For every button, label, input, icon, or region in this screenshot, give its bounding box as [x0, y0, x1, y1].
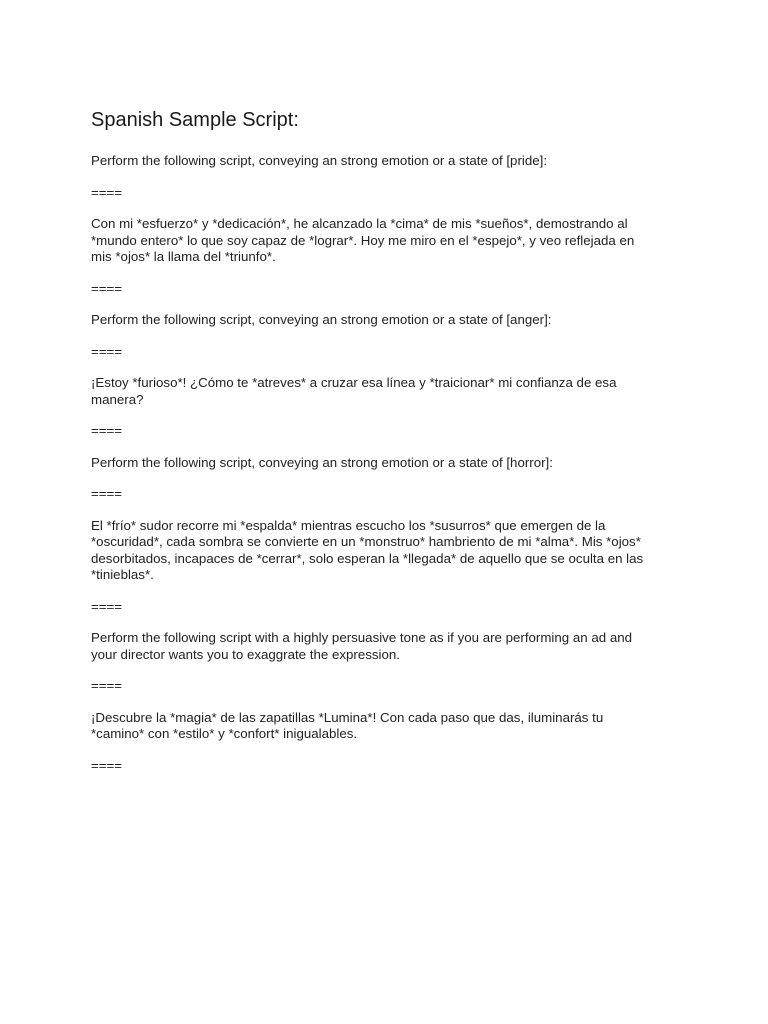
script-anger: ¡Estoy *furioso*! ¿Cómo te *atreves* a cruzar esa línea y *traicionar* mi confianza de esa manera? — [91, 375, 617, 407]
separator: ==== — [91, 678, 123, 693]
script-persuasive: ¡Descubre la *magia* de las zapatillas *Lumina*! Con cada paso que das, iluminarás tu *camino* con *estilo* y *confort* inigualables. — [91, 709, 604, 741]
separator: ==== — [91, 184, 123, 200]
script-horror: El *frío* sudor recorre mi *espalda* mientras escucho los *susurros* que emergen de la *oscuridad*, cada sombra se convierte en un *monstruo* hambriento de mi *alma*. Mis *ojos* desorbitados, incapaces de *cerrar*, solo esperan la *llegada* de aquello que se oculta en las *tinieblas*. — [91, 517, 644, 582]
script-pride: Con mi *esfuerzo* y *dedicación*, he alcanzado la *cima* de mis *sueños*, demostrando al *mundo entero* lo que soy capaz de *lograr*. Hoy me miro en el *espejo*, y veo reflejada en mis *ojos* la llama del *triunfo*. — [91, 216, 635, 264]
instruction-persuasive: Perform the following script with a highly persuasive tone as if you are performing an ad and your director wants you to exaggrate the expression. — [91, 630, 633, 662]
page-title: Spanish Sample Script: — [91, 109, 299, 131]
instruction-anger: Perform the following script, conveying an strong emotion or a state of [anger]: — [91, 312, 552, 327]
instruction-pride: Perform the following script, conveying an strong emotion or a state of [pride]: — [91, 153, 548, 168]
separator: ==== — [91, 598, 123, 614]
separator: ==== — [91, 757, 123, 773]
separator: ==== — [91, 280, 123, 296]
separator: ==== — [91, 343, 123, 359]
instruction-horror: Perform the following script, conveying an strong emotion or a state of [horror]: — [91, 454, 553, 470]
separator: ==== — [91, 423, 123, 438]
separator: ==== — [91, 486, 123, 501]
document-content — [91, 108, 681, 789]
